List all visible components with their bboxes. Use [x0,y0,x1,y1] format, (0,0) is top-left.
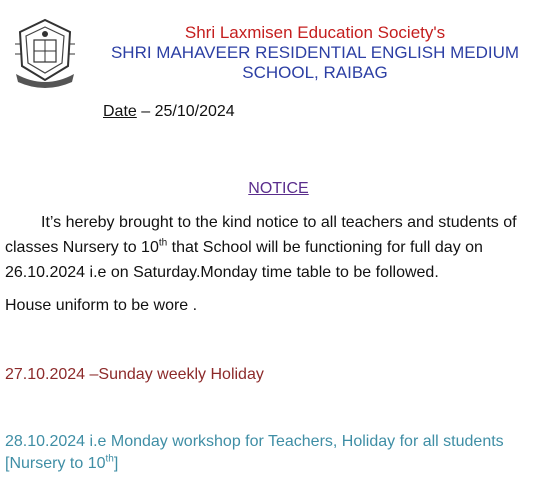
notice-date [103,103,235,121]
workshop-sup: th [105,453,114,465]
date-separator: – [136,103,155,120]
paragraph-text-a: It’s hereby brought to the kind notice to all teachers and students of classes Nursery to 10 [5,214,517,256]
school-name-line1: SHRI MAHAVEER RESIDENTIAL ENGLISH MEDIUM [110,43,520,62]
paragraph-text-b: that School will be functioning for full day on 26.10.2024 i.e on Saturday.Monday time table to be followed. [5,239,483,281]
school-crest-icon [12,14,78,90]
uniform-note: House uniform to be wore . [5,297,198,314]
workshop-text-b: ] [113,455,119,472]
society-name: Shri Laxmisen Education Society's [184,23,446,42]
date-label: Date [103,103,137,120]
notice-paragraph [5,210,557,285]
notice-title: NOTICE [248,180,309,197]
workshop-text-a: 28.10.2024 i.e Monday workshop for Teachers, Holiday for all students [Nursery to 10 [5,433,504,472]
sunday-holiday-note: 27.10.2024 –Sunday weekly Holiday [5,366,264,383]
date-value: 25/10/2024 [154,103,235,120]
workshop-note [5,431,555,475]
school-name-line2: SCHOOL, RAIBAG [242,63,388,82]
paragraph-sup: th [158,237,168,249]
